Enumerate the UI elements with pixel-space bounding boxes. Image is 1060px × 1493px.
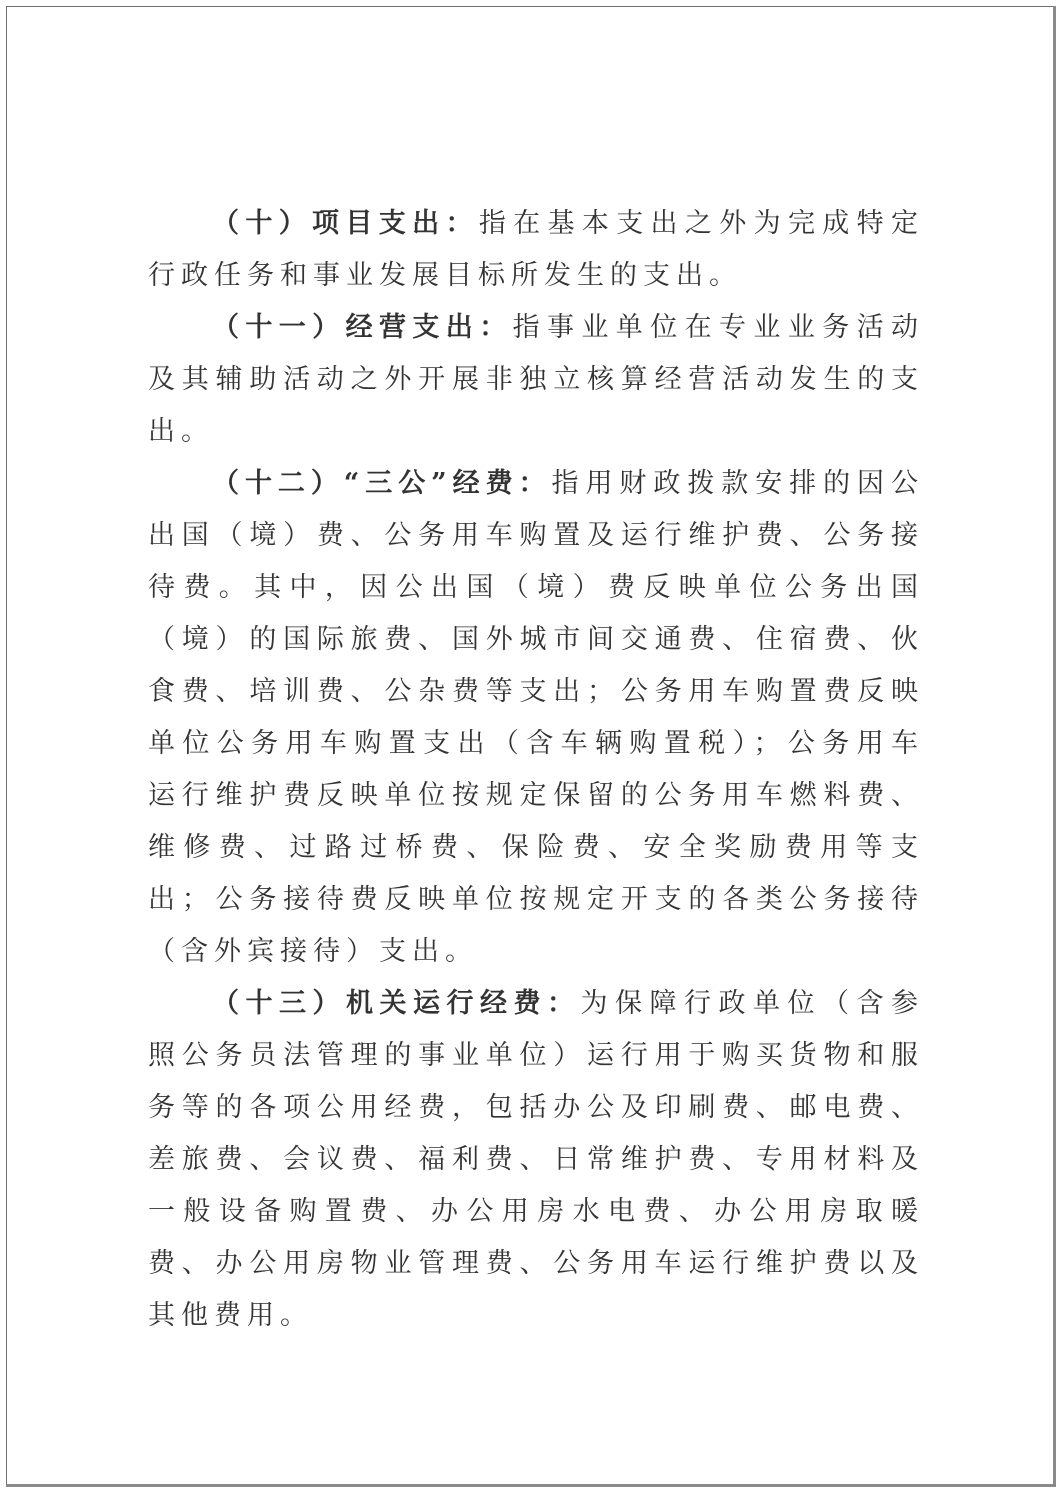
paragraph-project-expenditure bbox=[148, 198, 924, 302]
paragraph-text: 为保障行政单位（含参照公务员法管理的事业单位）运行用于购买货物和服务等的各项公用经费，包括办公及印刷费、邮电费、差旅费、会议费、福利费、日常维护费、专用材料及一般设备购置费、办公用房水电费、办公用房取暖费、办公用房物业管理费、公务用车运行维护费以及其他费用。 bbox=[148, 988, 924, 1331]
paragraph-agency-operating-expenses bbox=[148, 978, 924, 1342]
paragraph-text: 指用财政拨款安排的因公出国（境）费、公务用车购置及运行维护费、公务接待费。其中，因公出国（境）费反映单位公务出国（境）的国际旅费、国外城市间交通费、住宿费、伙食费、培训费、公杂费等支出；公务用车购置费反映单位公务用车购置支出（含车辆购置税）；公务用车运行维护费反映单位按规定保留的公务用车燃料费、维修费、过路过桥费、保险费、安全奖励费用等支出；公务接待费反映单位按规定开支的各类公务接待（含外宾接待）支出。 bbox=[148, 468, 925, 967]
paragraph-three-public-expenses bbox=[148, 458, 924, 978]
paragraph-text: 指在基本支出之外为完成特定行政任务和事业发展目标所发生的支出。 bbox=[148, 208, 925, 291]
paragraph-label: （十三）机关运行经费： bbox=[212, 988, 581, 1019]
paragraph-business-expenditure bbox=[148, 302, 924, 458]
paragraph-label: （十二）“三公”经费： bbox=[212, 468, 552, 499]
page-border-bottom bbox=[6, 1484, 1056, 1487]
page-border-right bbox=[1053, 6, 1056, 1487]
paragraph-label: （十一）经营支出： bbox=[212, 312, 513, 343]
page-border-top bbox=[6, 6, 1054, 7]
paragraph-label: （十）项目支出： bbox=[212, 208, 479, 239]
page-border-left bbox=[6, 6, 7, 1487]
paragraph-text: 指事业单位在专业业务活动及其辅助活动之外开展非独立核算经营活动发生的支出。 bbox=[148, 312, 925, 447]
document-body bbox=[148, 198, 924, 1342]
